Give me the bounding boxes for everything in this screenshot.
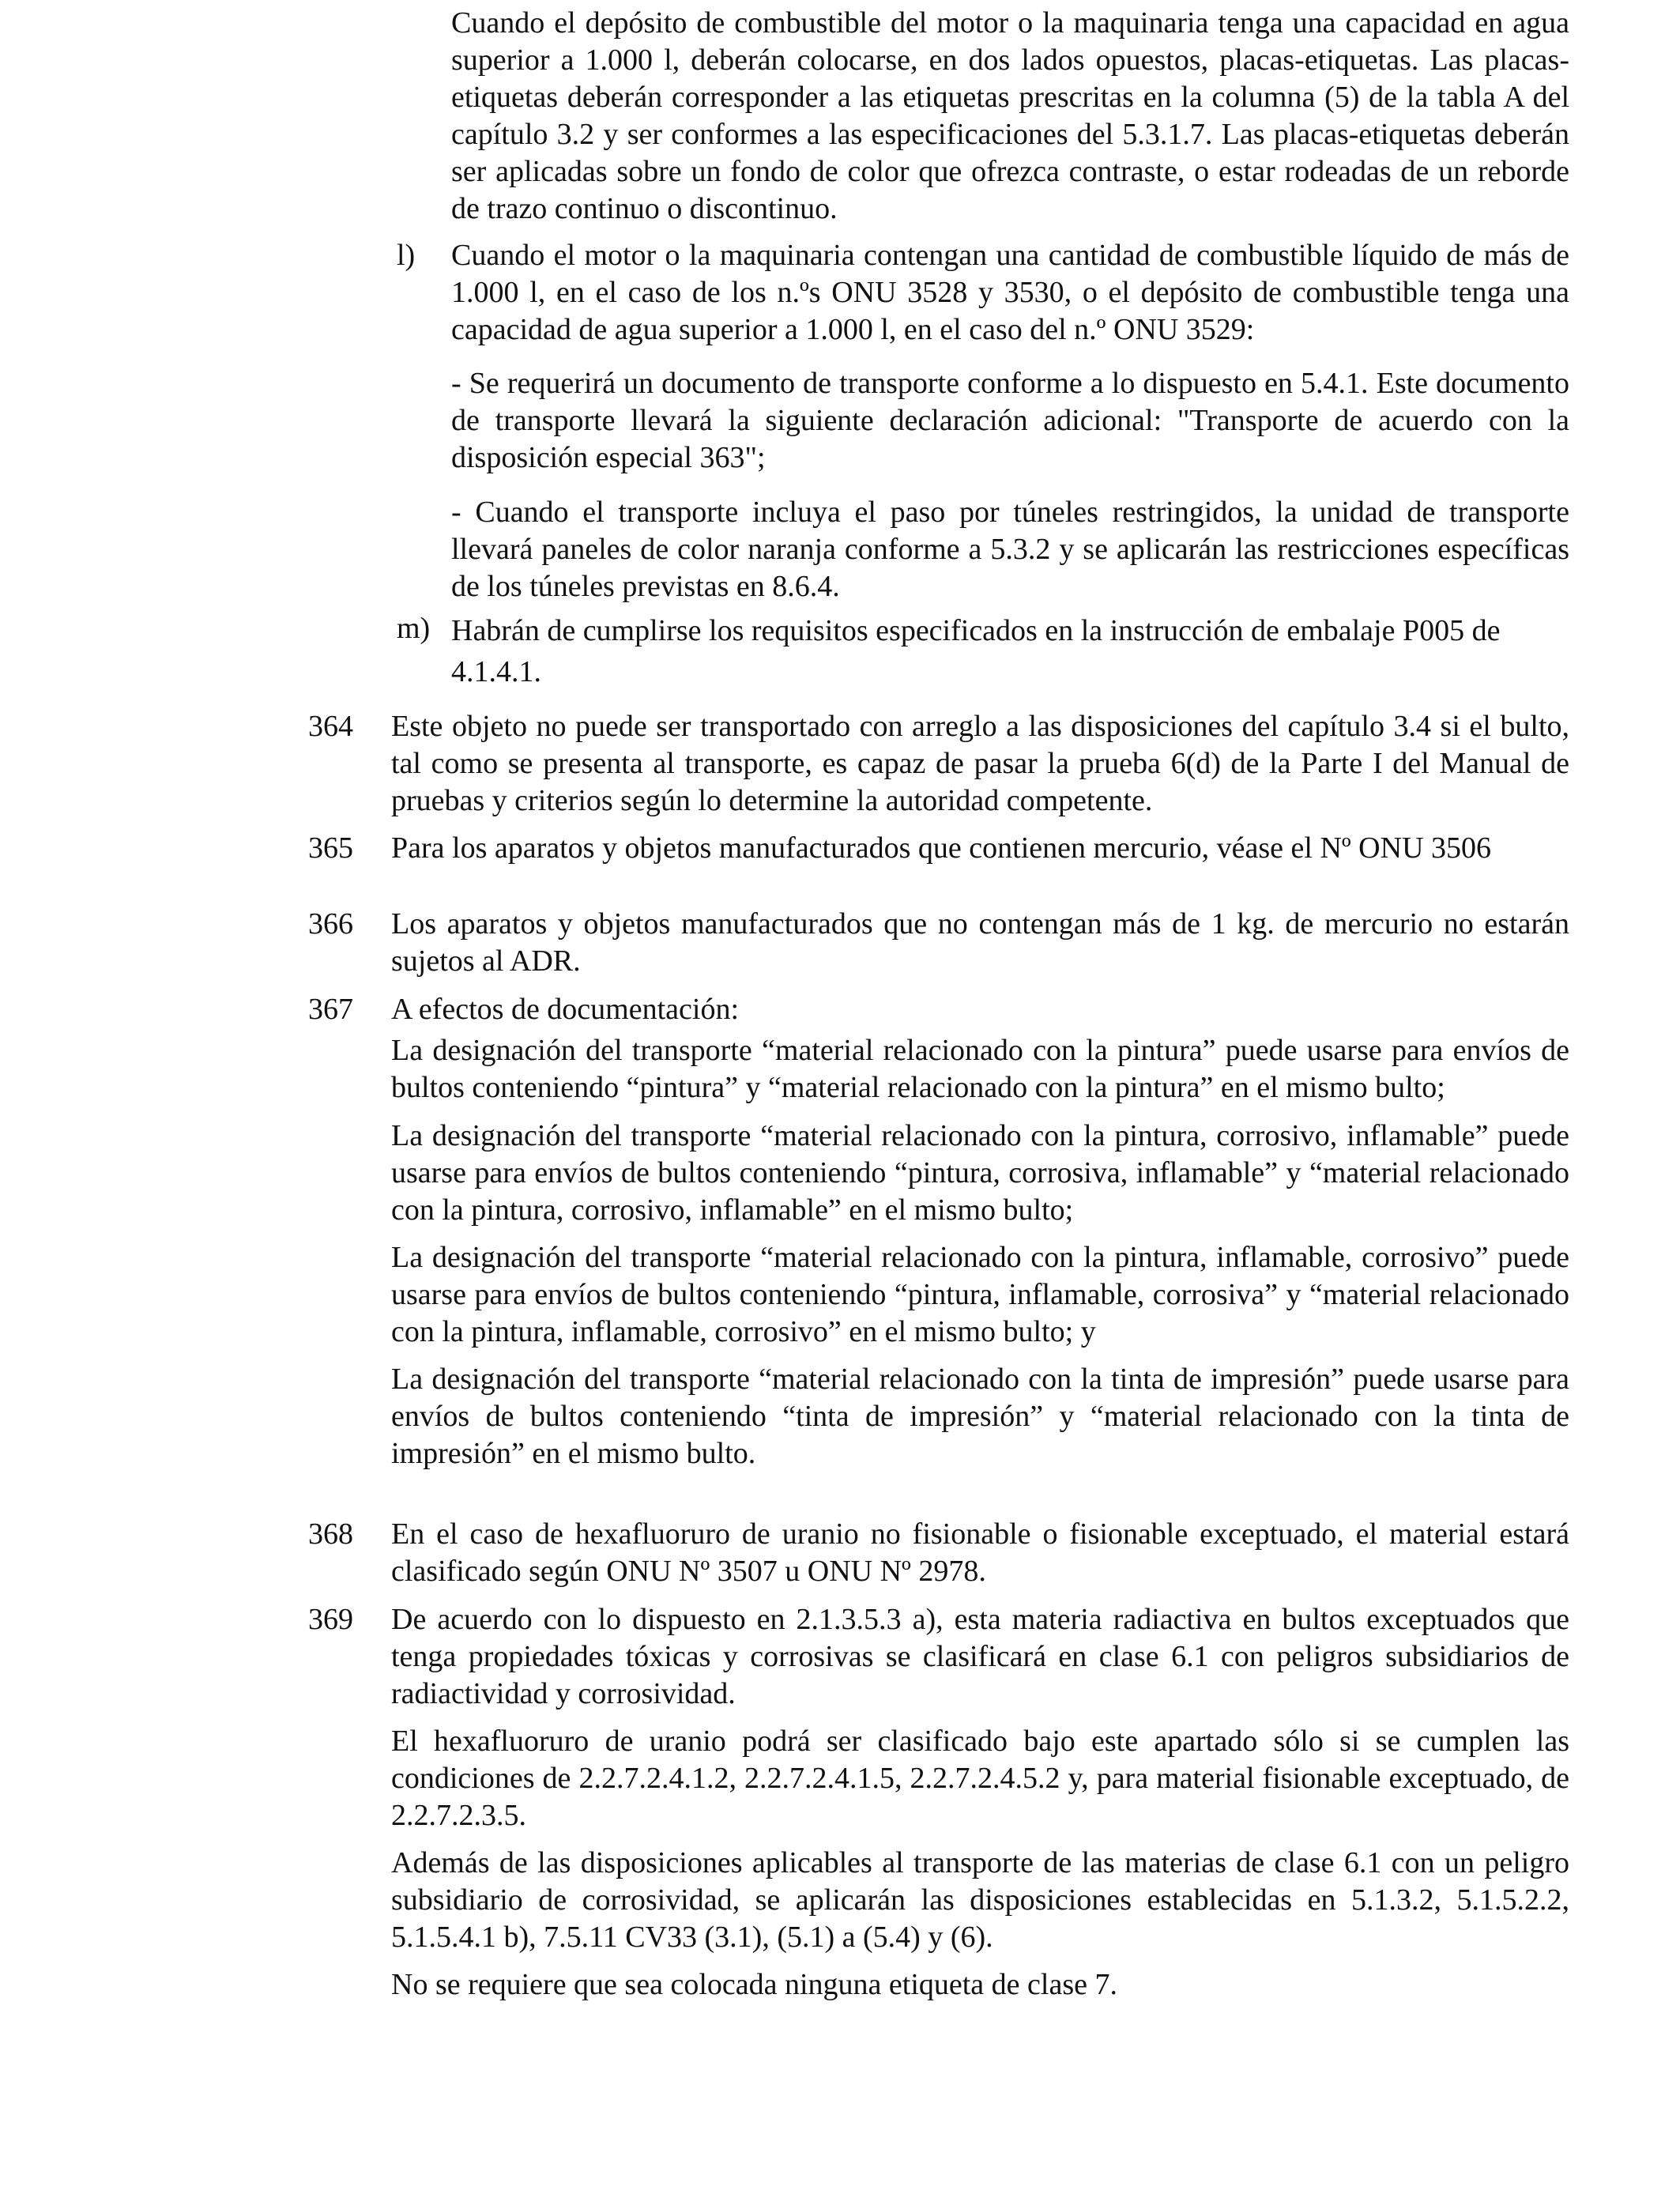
provision-number-369: 369: [308, 1603, 353, 1636]
provision-number-364: 364: [308, 710, 353, 743]
provision-text-364: Este objeto no puede ser transportado con arreglo a las disposiciones del capítulo 3.4 si el bulto, tal como se presenta al transporte, es capaz de pasar la prueba 6(d) de la Parte I del Manual de pruebas y criterios según lo determine la autoridad competente.: [391, 710, 1569, 817]
provision-number-366: 366: [308, 907, 353, 941]
list-marker-m: m): [397, 612, 431, 645]
item-l-bullet-2: - Cuando el transporte incluya el paso por túneles restringidos, la unidad de transporte llevará paneles de color naranja conforme a 5.3.2 y se aplicarán las restricciones específicas de los túneles previstas en 8.6.4.: [451, 496, 1569, 603]
provision-367-para-1: La designación del transporte “material relacionado con la pintura” puede usarse para envíos de bultos conteniendo “pintura” y “material relacionado con la pintura” en el mismo bulto;: [391, 1034, 1569, 1104]
provision-text-366: Los aparatos y objetos manufacturados que no contengan más de 1 kg. de mercurio no estarán sujetos al ADR.: [391, 907, 1569, 978]
provision-367-para-4: La designación del transporte “material relacionado con la tinta de impresión” puede usarse para envíos de bultos conteniendo “tinta de impresión” y “material relacionado con la tinta de impresión” en el mismo bulto.: [391, 1363, 1569, 1470]
provision-text-368: En el caso de hexafluoruro de uranio no fisionable o fisionable exceptuado, el material estará clasificado según ONU Nº 3507 u ONU Nº 2978.: [391, 1517, 1569, 1588]
provision-367-para-2: La designación del transporte “material relacionado con la pintura, corrosivo, inflamable” puede usarse para envíos de bultos conteniendo “pintura, corrosiva, inflamable” y “material relacionado con la pintura, corrosivo, inflamable” en el mismo bulto;: [391, 1119, 1569, 1227]
provision-text-369: De acuerdo con lo dispuesto en 2.1.3.5.3 a), esta materia radiactiva en bultos exceptuados que tenga propiedades tóxicas y corrosivas se clasificará en clase 6.1 con peligros subsidiarios de radiactividad y corrosividad.: [391, 1603, 1569, 1710]
provision-text-365: Para los aparatos y objetos manufacturados que contienen mercurio, véase el Nº ONU 3506: [391, 831, 1492, 865]
provision-text-367: A efectos de documentación:: [391, 993, 740, 1026]
provision-number-367: 367: [308, 993, 353, 1026]
list-marker-l: l): [397, 239, 416, 272]
item-l-bullet-1: - Se requerirá un documento de transporte conforme a lo dispuesto en 5.4.1. Este documento de transporte llevará la siguiente declaración adicional: "Transporte de acuerdo con la disposición especial 363";: [451, 367, 1569, 474]
provision-369-para-3: No se requiere que sea colocada ninguna etiqueta de clase 7.: [391, 1968, 1117, 2001]
provision-367-para-3: La designación del transporte “material relacionado con la pintura, inflamable, corrosivo” puede usarse para envíos de bultos conteniendo “pintura, inflamable, corrosiva” y “material relacionado con la pintura, inflamable, corrosivo” en el mismo bulto; y: [391, 1241, 1569, 1348]
provision-number-368: 368: [308, 1517, 353, 1551]
provision-number-365: 365: [308, 831, 353, 865]
provision-369-para-1: El hexafluoruro de uranio podrá ser clasificado bajo este apartado sólo si se cumplen las condiciones de 2.2.7.2.4.1.2, 2.2.7.2.4.1.5, 2.2.7.2.4.5.2 y, para material fisionable exceptuado, de 2.2.7.2.3.5.: [391, 1725, 1569, 1832]
list-item-m-text: Habrán de cumplirse los requisitos especificados en la instrucción de embalaje P005 de 4.1.4.1.: [451, 614, 1501, 688]
provision-369-para-2: Además de las disposiciones aplicables al transporte de las materias de clase 6.1 con un peligro subsidiario de corrosividad, se aplicarán las disposiciones establecidas en 5.1.3.2, 5.1.5.2.2, 5.1.5.4.1 b), 7.5.11 CV33 (3.1), (5.1) a (5.4) y (6).: [391, 1846, 1569, 1954]
continuation-paragraph: Cuando el depósito de combustible del motor o la maquinaria tenga una capacidad en agua superior a 1.000 l, deberán colocarse, en dos lados opuestos, placas-etiquetas. Las placas-etiquetas deberán corresponder a las etiquetas prescritas en la columna (5) de la tabla A del capítulo 3.2 y ser conformes a las especificaciones del 5.3.1.7. Las placas-etiquetas deberán ser aplicadas sobre un fondo de color que ofrezca contraste, o estar rodeadas de un reborde de trazo continuo o discontinuo.: [451, 6, 1569, 225]
list-item-l-text: Cuando el motor o la maquinaria contengan una cantidad de combustible líquido de más de 1.000 l, en el caso de los n.ºs ONU 3528 y 3530, o el depósito de combustible tenga una capacidad de agua superior a 1.000 l, en el caso del n.º ONU 3529:: [451, 239, 1569, 346]
